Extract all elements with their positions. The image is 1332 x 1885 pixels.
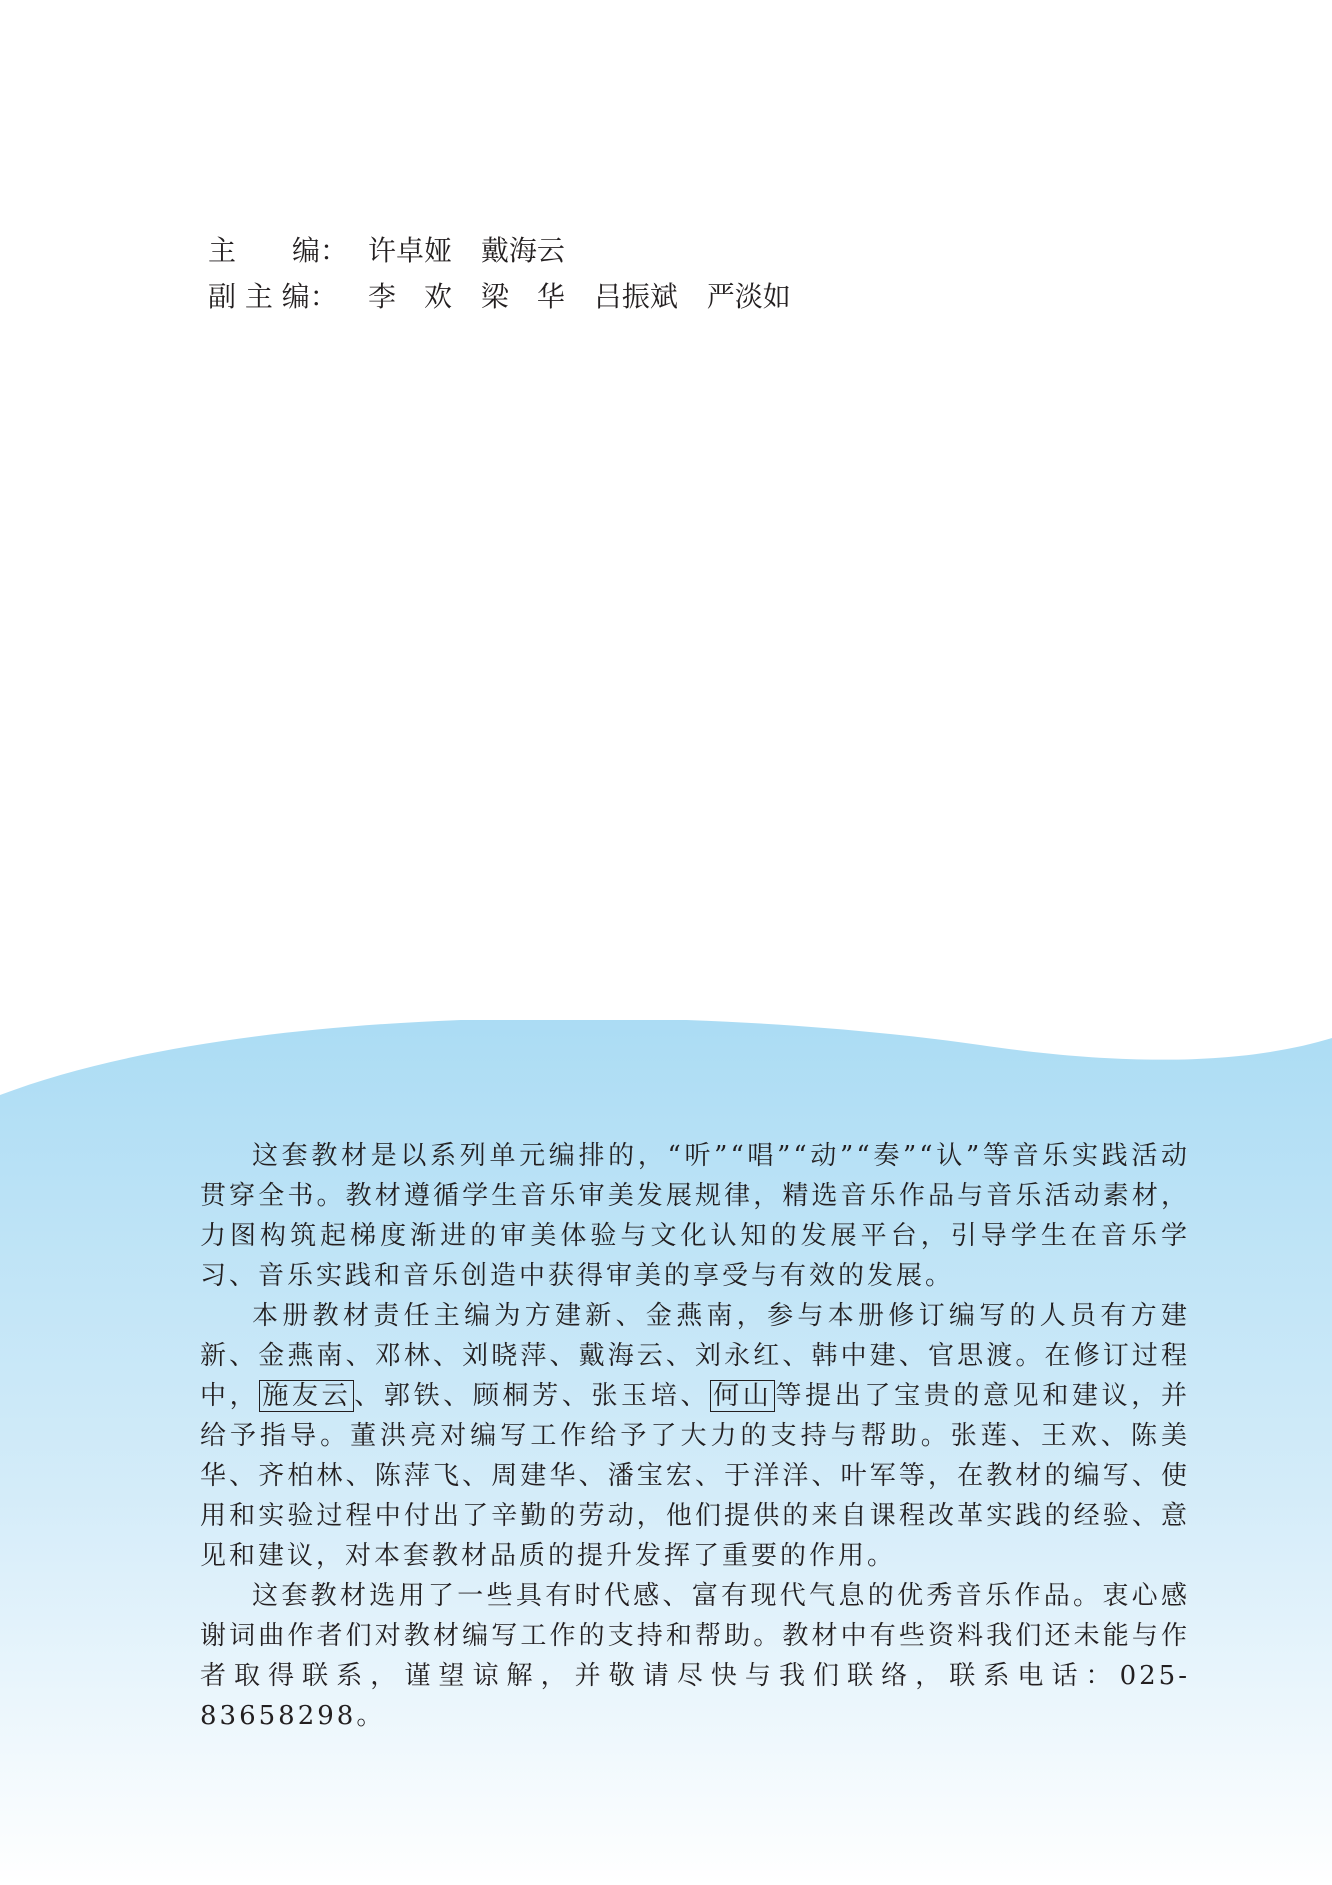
text-run: 、郭铁、顾桐芳、张玉培、 xyxy=(354,1381,711,1411)
editor-name: 戴海云 xyxy=(480,234,565,267)
deputy-editor-label: 副 主 编： xyxy=(208,280,338,313)
editor-name: 梁 华 xyxy=(480,280,565,313)
boxed-name: 施友云 xyxy=(259,1380,354,1412)
editor-name: 严淡如 xyxy=(706,280,791,313)
deputy-editor-row xyxy=(208,274,811,320)
chief-editor-names xyxy=(368,228,585,274)
deputy-editor-names xyxy=(368,274,811,320)
paragraph xyxy=(200,1296,1190,1576)
chief-editor-label: 主 编： xyxy=(208,234,349,267)
editor-name: 许卓娅 xyxy=(368,234,453,267)
paragraph: 这套教材选用了一些具有时代感、富有现代气息的优秀音乐作品。衷心感谢词曲作者们对教材编写工作的支持和帮助。教材中有些资料我们还未能与作者取得联系，谨望谅解，并敬请尽快与我们联络，联系电话：025-83658298。 xyxy=(200,1581,1190,1731)
text-run: 本册教材责任主编为方建新、金燕南，参与本册修订编写的人员有方建新、金燕南、邓林、刘晓萍、戴海云、刘永红、韩中建、官思渡。在修订过程中， xyxy=(200,1301,1190,1411)
text-run: 等提出了宝贵的意见和建议，并给予指导。董洪亮对编写工作给予了大力的支持与帮助。张莲、王欢、陈美华、齐柏林、陈萍飞、周建华、潘宝宏、于洋洋、叶军等，在教材的编写、使用和实验过程中付出了辛勤的劳动，他们提供的来自课程改革实践的经验、意见和建议，对本套教材品质的提升发挥了重要的作用。 xyxy=(200,1381,1190,1571)
editor-name: 吕振斌 xyxy=(593,280,678,313)
chief-editor-row xyxy=(208,228,811,274)
editor-name: 李 欢 xyxy=(368,280,453,313)
paragraph: 这套教材是以系列单元编排的，“听”“唱”“动”“奏”“认”等音乐实践活动贯穿全书。教材遵循学生音乐审美发展规律，精选音乐作品与音乐活动素材，力图构筑起梯度渐进的审美体验与文化认知的发展平台，引导学生在音乐学习、音乐实践和音乐创造中获得审美的享受与有效的发展。 xyxy=(200,1141,1190,1291)
preface-text xyxy=(200,1136,1190,1736)
editor-credits xyxy=(208,228,811,320)
boxed-name: 何山 xyxy=(710,1380,775,1412)
